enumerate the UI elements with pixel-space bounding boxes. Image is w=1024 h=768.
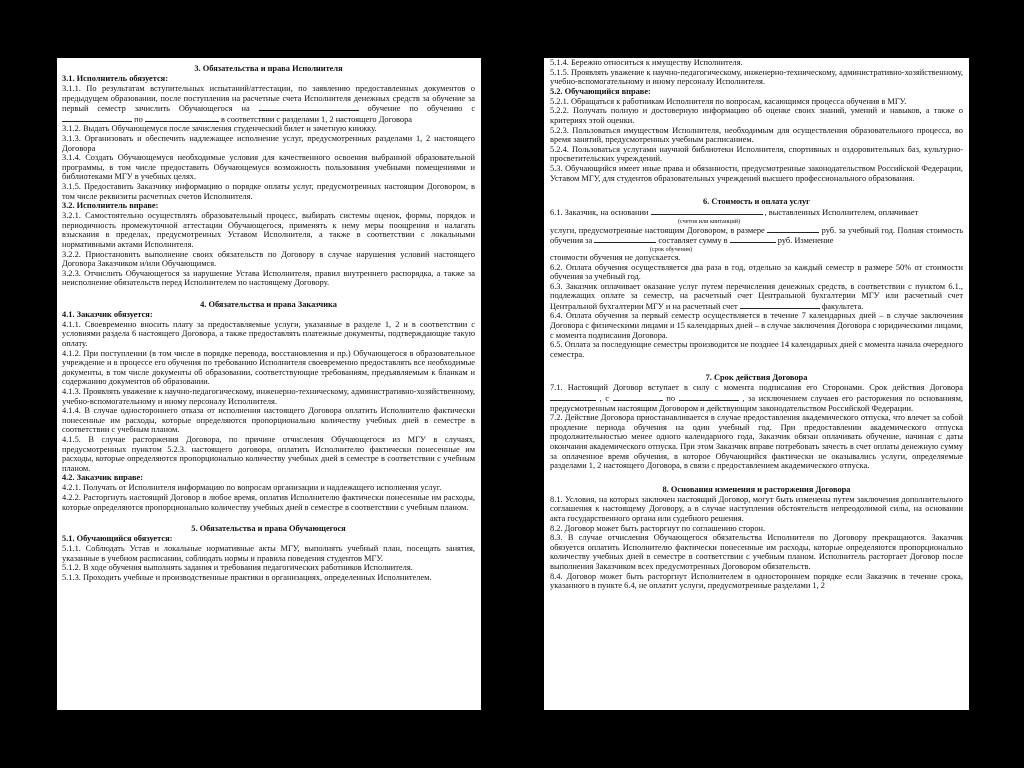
paragraph-7-1-text-b: , с — [599, 394, 610, 404]
paragraph-3-2-3: 3.2.3. Отчислить Обучающегося за нарушение Устава Исполнителя, правил внутреннего распорядка, а также за неисполнение обязательств перед Исполнителем по настоящему Договору. — [62, 268, 475, 288]
paragraph-3-1-1-text-b: обучение по обучению с — [367, 104, 476, 114]
paragraph-6-4: 6.4. Оплата обучения за первый семестр осуществляется в течение 7 календарных дней – в случае заключения Договора с физическими лицами и 15 календарных дней – в случае заключения Договора с юридическими лицами, с момента подписания Договора. — [550, 311, 963, 340]
subsection-4-2: 4.2. Заказчик вправе: — [62, 473, 144, 483]
blank-line — [730, 235, 776, 243]
paragraph-4-1-4: 4.1.4. В случае одностороннего отказа от исполнения настоящего Договора оплатить Исполнителю фактически понесенные им расходы, которые определяются пропорционально количеству учебных дней в семестре в соответствии с учебным планом. — [62, 406, 475, 435]
paragraph-6-3 — [550, 282, 963, 312]
subsection-5-1: 5.1. Обучающийся обязуется: — [62, 534, 173, 544]
paragraph-3-1-4: 3.1.4. Создать Обучающемуся необходимые условия для качественного освоения выбранной образовательной программы, в том числе предоставить Обучающемуся возможность пользования учебными помещениями и библиотеками МГУ в учебных целях. — [62, 153, 475, 182]
paragraph-4-1-5: 4.1.5. В случае расторжения Договора, по причине отчисления Обучающегося из МГУ в случаях, предусмотренных пунктом 5.2.3. настоящего договора, оплатить Исполнителю фактически понесенные им расходы, которые определяются пропорционально количеству учебных дней в семестре в соответствии с учебным планом. — [62, 435, 475, 473]
paragraph-3-2-1: 3.2.1. Самостоятельно осуществлять образовательный процесс, выбирать системы оценок, формы, порядок и периодичность промежуточной аттестации Обучающегося, применять к нему меры поощрения и налагать взыскания в пределах, предусмотренных Уставом Исполнителя, а также в соответствии с локальными нормативными актами Исполнителя. — [62, 211, 475, 249]
paragraph-6-1-text-e: Полная стоимость обучения за — [550, 225, 964, 246]
paragraph-8-3: 8.3. В случае отчисления Обучающегося обязательства Исполнителя по Договору прекращаются. Заказчик обязуется оплатить Исполнителю фактически понесенные им расходы, которые определяются пропорционально количеству учебных дней в семестре в соответствии с учебным планом. Исполнитель расторгает Договор после выполнения Заказчиком всех предусмотренных Договором обязательств. — [550, 533, 963, 571]
paragraph-6-5: 6.5. Оплата за последующие семестры производится не позднее 14 календарных дней с момента начала очередного семестра. — [550, 340, 963, 359]
section-3-title: 3. Обязательства и права Исполнителя — [194, 64, 343, 73]
paragraph-3-1-3: 3.1.3. Организовать и обеспечить надлежащее исполнение услуг, предусмотренных разделами 1, 2 настоящего Договора — [62, 133, 475, 153]
paragraph-4-2-1: 4.2.1. Получать от Исполнителя информацию по вопросам организации и надлежащего исполнения услуг. — [62, 483, 442, 493]
paragraph-3-1-1-text-d: в соответствии с разделами 1, 2 настоящего Договора — [220, 114, 413, 124]
paragraph-7-1 — [550, 383, 963, 413]
paragraph-6-1-text-d: руб. за учебный год. — [821, 225, 895, 235]
paragraph-3-1-1 — [62, 84, 475, 124]
paragraph-3-1-1-text-c: по — [134, 114, 143, 124]
paragraph-5-1-2: 5.1.2. В ходе обучения выполнять задания и требования педагогических работников Исполнителя. — [62, 563, 413, 573]
blank-line — [550, 393, 596, 401]
subsection-4-1: 4.1. Заказчик обязуется: — [62, 309, 153, 319]
paragraph-3-1-2: 3.1.2. Выдать Обучающемуся после зачисления студенческий билет и зачетную книжку. — [62, 124, 377, 134]
contract-page-right — [544, 58, 969, 710]
paragraph-6-1-text-f: составляет сумму в — [658, 236, 728, 246]
paragraph-5-2-2: 5.2.2. Получать полную и достоверную информацию об оценке своих знаний, умений и навыков, а также о критериях этой оценки. — [550, 106, 963, 125]
blank-line — [651, 207, 763, 215]
paragraph-6-3-text-b: факультета. — [821, 301, 864, 311]
paragraph-3-2-2: 3.2.2. Приостановить выполнение своих обязательств по Договору в случае нарушения условий настоящего Договора Заказчиком и/или Обучающимся. — [62, 249, 475, 269]
paragraph-7-1-text-d: , за исключением случаев его расторжения по основаниям, предусмотренным настоящим Договором и действующим законодательством Российской Федерации. — [550, 394, 964, 413]
blank-line — [145, 114, 219, 122]
paragraph-8-4: 8.4. Договор может быть расторгнут Исполнителем в одностороннем порядке если Заказчик в течение срока, указанного в пункте 6.4, не оплатит услуги, предусмотренные разделами 1, 2 — [550, 571, 963, 591]
section-4-title: 4. Обязательства и права Заказчика — [200, 299, 337, 309]
section-6-title: 6. Стоимость и оплата услуг — [703, 197, 810, 207]
paragraph-6-1-end: стоимости обучения не допускается. — [550, 252, 681, 262]
paragraph-7-1-text-c: по — [666, 394, 676, 404]
blank-line — [62, 114, 132, 122]
section-7-title: 7. Срок действия Договора — [705, 373, 808, 383]
paragraph-5-2-4: 5.2.4. Пользоваться услугами научной библиотеки Исполнителя, спортивных и оздоровительных баз, культурно-просветительских учреждений. — [550, 144, 963, 164]
section-8-title: 8. Основания изменения и расторжения Договора — [662, 484, 851, 494]
paragraph-6-1-text-b: , выставленных Исполнителем, оплачивает — [764, 208, 919, 218]
contract-page-left — [57, 58, 481, 710]
paragraph-5-3: 5.3. Обучающийся имеет иные права и обязанности, предусмотренные законодательством Российской Федерации, Уставом МГУ, для студентов образовательных учреждений высшего профессионального образования. — [550, 163, 963, 183]
hint-invoices: (счетов или квитанций) — [678, 217, 741, 225]
paragraph-8-1: 8.1. Условия, на которых заключен настоящий Договор, могут быть изменены путем заключения дополнительного соглашения к настоящему Договору, а в случае наступления обстоятельств непреодолимой силы, на основании акта государственного органа или судебного решения. — [550, 494, 963, 523]
subsection-3-2: 3.2. Исполнитель вправе: — [62, 201, 159, 211]
paragraph-4-1-2: 4.1.2. При поступлении (в том числе в порядке перевода, восстановления и пр.) Обучающегося в образовательное учреждение и в процессе его обучения по требованию Исполнителя своевременно предоставлять все необходимые документы, в том числе документы об образовании, соответствующие требованиям, предъявляемым к бланкам и содержанию документов об образовании. — [62, 348, 475, 387]
paragraph-5-1-4: 5.1.4. Бережно относиться к имуществу Исполнителя. — [550, 58, 743, 67]
paragraph-4-2-2: 4.2.2. Расторгнуть настоящий Договор в любое время, оплатив Исполнителю фактически понесенные им расходы, которые определяются пропорционально количеству учебных дней в семестре в соответствии с учебным планом. — [62, 492, 475, 512]
paragraph-5-1-1: 5.1.1. Соблюдать Устав и локальные нормативные акты МГУ, выполнять учебный план, посещать занятия, указанные в учебном расписании, соблюдать нормы и правила поведения студентов МГУ. — [62, 544, 475, 563]
paragraph-7-2: 7.2. Действие Договора приостанавливается в случае предоставления академического отпуска, что влечет за собой продление периода обучения на один учебный год. При предоставлении академического отпуска продолжительностью менее одного календарного года, Заказчик обязан оплачивать обучение, начиная с даты окончания академического отпуска. При этом Заказчик вправе потребовать зачесть в счет оплаты денежную сумму за оплаченное время обучения, в которое Обучающийся фактически не оказывались услуги, определяемые разделами 1, 2 настоящего Договора, в связи с предоставлением академического отпуска. — [550, 413, 963, 471]
subsection-3-1: 3.1. Исполнитель обязуется: — [62, 74, 168, 83]
paragraph-4-1-1: 4.1.1. Своевременно вносить плату за предоставляемые услуги, указанные в разделе 1, 2 и в соответствии с условиями раздела 6 настоящего Договора, а также предоставлять платежные документы, подтверждающие такую оплату. — [62, 319, 475, 349]
blank-line — [679, 393, 739, 401]
paragraph-6-1 — [550, 207, 963, 218]
paragraph-6-1-text-c: услуги, предусмотренные настоящим Договором, в размере — [550, 225, 765, 235]
hint-study-term: (срок обучения) — [650, 245, 693, 253]
blank-line — [613, 393, 663, 401]
subsection-5-2: 5.2. Обучающийся вправе: — [550, 86, 651, 96]
paragraph-6-1-cont — [550, 225, 963, 246]
paragraph-5-2-3: 5.2.3. Пользоваться имуществом Исполнителя, необходимым для осуществления образовательного процесса, во время занятий, предусмотренных учебным расписанием. — [550, 125, 963, 145]
paragraph-8-2: 8.2. Договор может быть расторгнут по соглашению сторон. — [550, 523, 766, 533]
paragraph-5-1-3: 5.1.3. Проходить учебные и производственные практики в организациях, определенных Исполнителем. — [62, 572, 432, 582]
paragraph-3-1-5: 3.1.5. Предоставить Заказчику информацию о порядке оплаты услуг, предусмотренных настоящим Договором, в том числе реквизиты расчетных счетов Исполнителя. — [62, 181, 475, 201]
blank-line — [740, 301, 820, 309]
paragraph-6-2: 6.2. Оплата обучения осуществляется два раза в год, отдельно за каждый семестр в размере 50% от стоимости обучения за учебный год. — [550, 262, 963, 282]
blank-line — [767, 225, 819, 233]
paragraph-4-1-3: 4.1.3. Проявлять уважение к научно-педагогическому, инженерно-техническому, административно-хозяйственному, учебно-вспомогательному и иному персоналу Исполнителя. — [62, 387, 475, 406]
blank-line — [259, 103, 359, 111]
paragraph-7-1-text-a: 7.1. Настоящий Договор вступает в силу с момента подписания его Сторонами. Срок действия Договора — [550, 383, 963, 393]
blank-line — [594, 235, 656, 243]
paragraph-3-1-1-text: 3.1.1. По результатам вступительных испытаний/аттестации, по заявлению предоставленных документов о предыдущем образовании, после поступления на расчетные счета Исполнителя денежных средств за обучение за первый семестр зачислить Обучающегося на — [62, 84, 475, 114]
paragraph-5-2-1: 5.2.1. Обращаться к работникам Исполнителя по вопросам, касающимся процесса обучения в МГУ. — [550, 96, 907, 106]
paragraph-6-1-text-a: 6.1. Заказчик, на основании — [550, 208, 649, 218]
paragraph-6-1-text-g: руб. Изменение — [777, 236, 834, 246]
paragraph-6-3-text: 6.3. Заказчик оплачивает оказание услуг путем перечисления денежных средств, в соответствии с пунктом 6.1., подлежащих оплате за семестр, на расчетный счет Центральной бухгалтерии МГУ или расчетный счет Центральной бухгалтерии МГУ и на расчетный счет — [550, 281, 963, 311]
section-5-title: 5. Обязательства и права Обучающегося — [191, 524, 346, 534]
paragraph-5-1-5: 5.1.5. Проявлять уважение к научно-педагогическому, инженерно-техническому, административно-хозяйственному, учебно-вспомогательному и иному персоналу Исполнителя. — [550, 67, 963, 87]
